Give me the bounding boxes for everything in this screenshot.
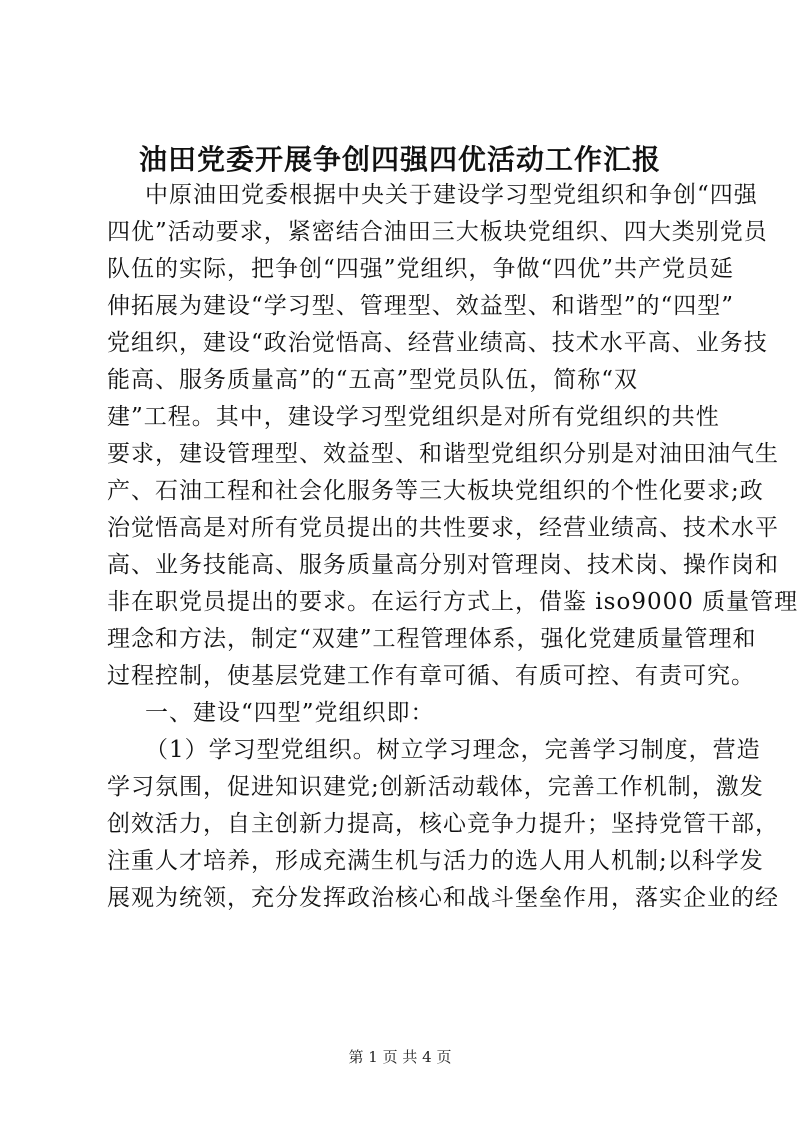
body-line: 理念和方法，制定“双建”工程管理体系，强化党建质量管理和 xyxy=(107,626,757,652)
body-line: 注重人才培养，形成充满生机与活力的选人用人机制;以科学发 xyxy=(107,848,764,874)
body-line: 党组织，建设“政治觉悟高、经营业绩高、技术水平高、业务技 xyxy=(107,330,768,356)
body-line: 四优”活动要求，紧密结合油田三大板块党组织、四大类别党员 xyxy=(107,219,768,245)
body-line: 能高、服务质量高”的“五高”型党员队伍，简称“双 xyxy=(107,367,639,393)
body-line: 建”工程。其中，建设学习型党组织是对所有党组织的共性 xyxy=(107,404,720,430)
body-line: 产、石油工程和社会化服务等三大板块党组织的个性化要求;政 xyxy=(107,478,764,504)
body-line: （1）学习型党组织。树立学习理念，完善学习制度，营造 xyxy=(145,737,761,763)
body-line: 非在职党员提出的要求。在运行方式上，借鉴 iso9000 质量管理 xyxy=(107,589,799,615)
body-line: 治觉悟高是对所有党员提出的共性要求，经营业绩高、技术水平 xyxy=(107,515,779,541)
document-title: 油田党委开展争创四强四优活动工作汇报 xyxy=(138,143,661,176)
body-line: 伸拓展为建设“学习型、管理型、效益型、和谐型”的“四型” xyxy=(107,293,735,319)
body-line: 队伍的实际，把争创“四强”党组织，争做“四优”共产党员延 xyxy=(107,256,735,282)
section-heading: 一、建设“四型”党组织即： xyxy=(145,700,435,726)
body-line: 中原油田党委根据中央关于建设学习型党组织和争创“四强 xyxy=(145,182,758,208)
body-line: 学习氛围，促进知识建党;创新活动载体，完善工作机制，激发 xyxy=(107,774,764,800)
body-line: 要求，建设管理型、效益型、和谐型党组织分别是对油田油气生 xyxy=(107,441,779,467)
body-line: 创效活力，自主创新力提高，核心竞争力提升；坚持党管干部， xyxy=(107,811,779,837)
body-line: 高、业务技能高、服务质量高分别对管理岗、技术岗、操作岗和 xyxy=(107,552,779,578)
body-line: 展观为统领，充分发挥政治核心和战斗堡垒作用，落实企业的经 xyxy=(107,885,779,911)
page-number-footer: 第 1 页 共 4 页 xyxy=(348,1048,452,1066)
body-line: 过程控制，使基层党建工作有章可循、有质可控、有责可究。 xyxy=(107,663,755,689)
